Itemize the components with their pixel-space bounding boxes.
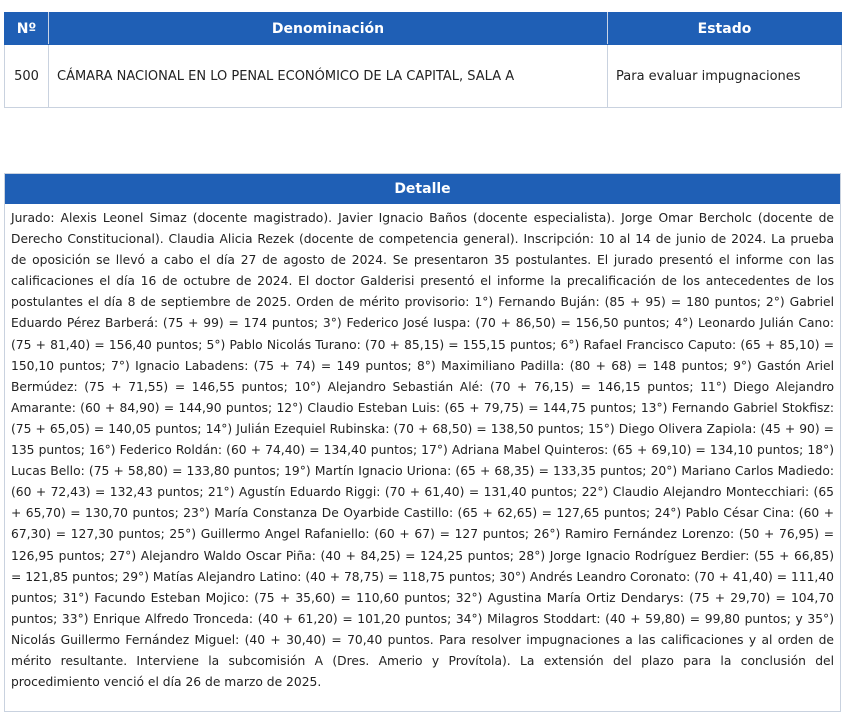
table-header-row [5,13,842,45]
detalle-panel [4,173,841,712]
header-numero: Nº [5,13,49,45]
concurso-table [4,12,842,108]
table-row [5,45,842,108]
detalle-title: Detalle [5,174,840,204]
cell-denominacion: CÁMARA NACIONAL EN LO PENAL ECONÓMICO DE LA CAPITAL, SALA A [49,45,608,108]
detalle-text: Jurado: Alexis Leonel Simaz (docente magistrado). Javier Ignacio Baños (docente especialista). Jorge Omar Bercholc (docente de Derecho Constitucional). Claudia Alicia Rezek (docente de competencia general). Inscripción: 10 al 14 de junio de 2024. La prueba de oposición se llevó a cabo el día 27 de agosto de 2024. Se presentaron 35 postulantes. El jurado presentó el informe con las calificaciones el día 16 de octubre de 2024. El doctor Galderisi presentó el informe la precalificación de los antecedentes de los postulantes el día 8 de septiembre de 2025. Orden de mérito provisorio: 1°) Fernando Buján: (85 + 95) = 180 puntos; 2°) Gabriel Eduardo Pérez Barberá: (75 + 99) = 174 puntos; 3°) Federico José Iuspa: (70 + 86,50) = 156,50 puntos; 4°) Leonardo Julián Cano: (75 + 81,40) = 156,40 puntos; 5°) Pablo Nicolás Turano: (70 + 85,15) = 155,15 puntos; 6°) Rafael Francisco Caputo: (65 + 85,10) = 150,10 puntos; 7°) Ignacio Labadens: (75 + 74) = 149 puntos; 8°) Maximiliano Padilla: (80 + 68) = 148 puntos; 9°) Gastón Ariel Bermúdez: (75 + 71,55) = 146,55 puntos; 10°) Alejandro Sebastián Alé: (70 + 76,15) = 146,15 puntos; 11°) Diego Alejandro Amarante: (60 + 84,90) = 144,90 puntos; 12°) Claudio Esteban Luis: (65 + 79,75) = 144,75 puntos; 13°) Fernando Gabriel Stokfisz: (75 + 65,05) = 140,05 puntos; 14°) Julián Ezequiel Rubinska: (70 + 68,50) = 138,50 puntos; 15°) Diego Olivera Zapiola: (45 + 90) = 135 puntos; 16°) Federico Roldán: (60 + 74,40) = 134,40 puntos; 17°) Adriana Mabel Quinteros: (65 + 69,10) = 134,10 puntos; 18°) Lucas Bello: (75 + 58,80) = 133,80 puntos; 19°) Martín Ignacio Uriona: (65 + 68,35) = 133,35 puntos; 20°) Mariano Carlos Madiedo: (60 + 72,43) = 132,43 puntos; 21°) Agustín Eduardo Riggi: (70 + 61,40) = 131,40 puntos; 22°) Claudio Alejandro Montecchiari: (65 + 65,70) = 130,70 puntos; 23°) María Constanza De Oyarbide Castillo: (65 + 62,65) = 127,65 puntos; 24°) Pablo César Cina: (60 + 67,30) = 127,30 puntos; 25°) Guillermo Angel Rafaniello: (60 + 67) = 127 puntos; 26°) Ramiro Fernández Lorenzo: (50 + 76,95) = 126,95 puntos; 27°) Alejandro Waldo Oscar Piña: (40 + 84,25) = 124,25 puntos; 28°) Jorge Ignacio Rodríguez Berdier: (55 + 66,85) = 121,85 puntos; 29°) Matías Alejandro Latino: (40 + 78,75) = 118,75 puntos; 30°) Andrés Leandro Coronato: (70 + 41,40) = 111,40 puntos; 31°) Facundo Esteban Mojico: (75 + 35,60) = 110,60 puntos; 32°) Agustina María Ortiz Dendarys: (75 + 29,70) = 104,70 puntos; 33°) Enrique Alfredo Tronceda: (40 + 61,20) = 101,20 puntos; 34°) Milagros Stoddart: (40 + 59,80) = 99,80 puntos; y 35°) Nicolás Guillermo Fernández Miguel: (40 + 30,40) = 70,40 puntos. Para resolver impugnaciones a las calificaciones y al orden de mérito resultante. Interviene la subcomisión A (Dres. Amerio y Provítola). La extensión del plazo para la conclusión del procedimiento venció el día 26 de marzo de 2025. [11,211,834,690]
header-estado: Estado [608,13,842,45]
cell-estado: Para evaluar impugnaciones [608,45,842,108]
cell-numero: 500 [5,45,49,108]
header-denominacion: Denominación [49,13,608,45]
